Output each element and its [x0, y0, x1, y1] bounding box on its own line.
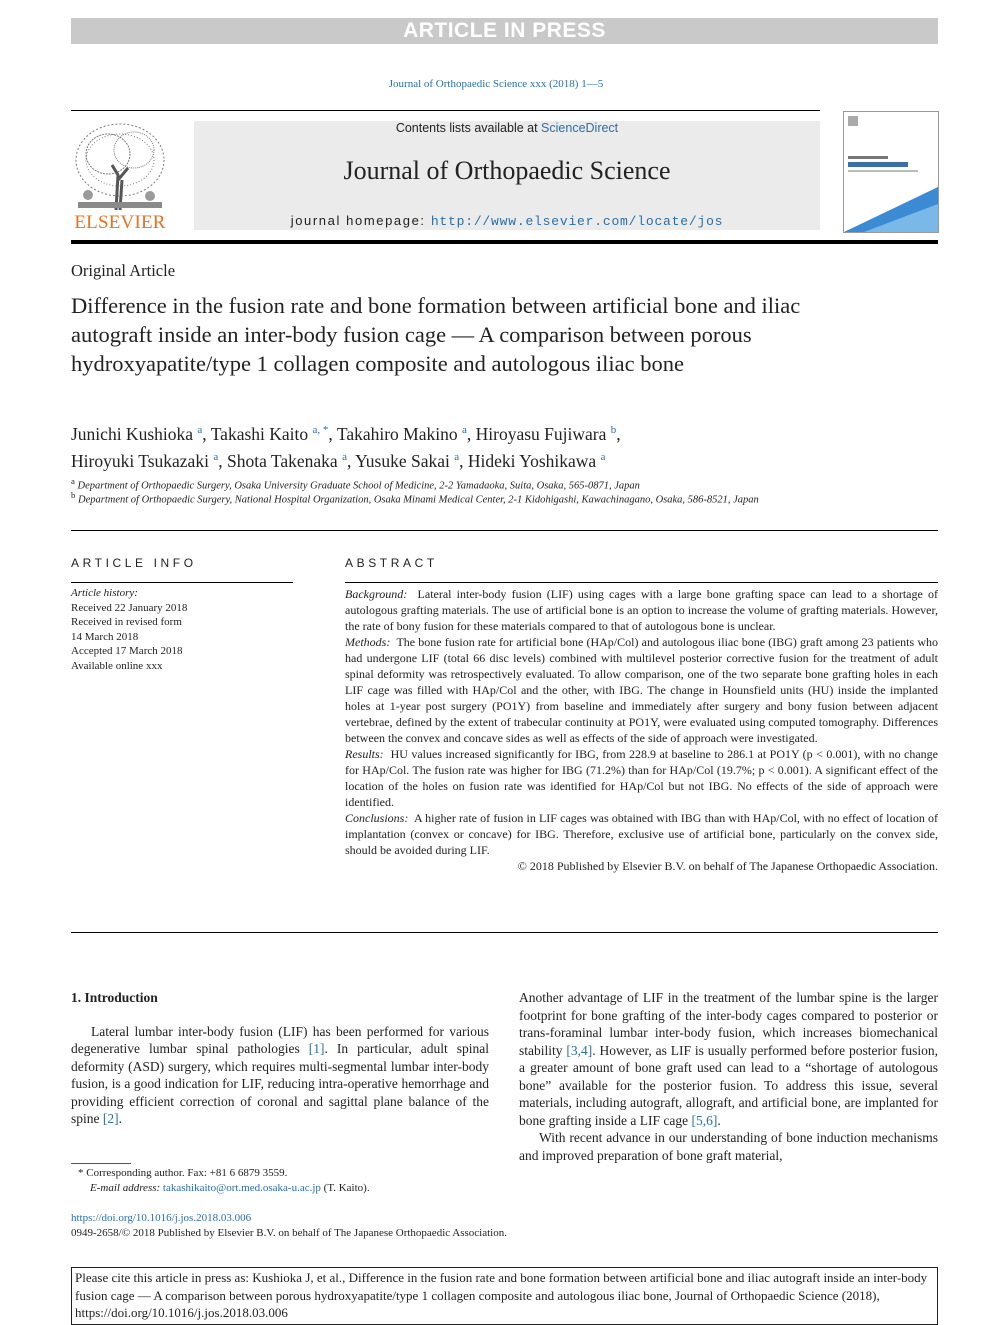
author[interactable]: Junichi Kushioka $^a$, — [71, 423, 211, 444]
intro-paragraph-2: Another advantage of LIF in the treatment of the lumbar spine is the larger footprint for bone grafting of the inter-body cages compared to posterior or trans-foraminal lumbar inter-body fusion, which increases biomechanical stability [3,4]. However, as LIF is usually performed before posterior fusion, a greater amount of bone graft used can lead to a “shortage of autologous bone” available for the posterior fusion. To address this issue, several materials, including autograft, allograft, and artificial bone, are implanted for bone grafting inside a LIF cage [5,6]. — [519, 990, 939, 1128]
corresponding-author-note: * Corresponding author. Fax: +81 6 6879 3559. — [78, 1167, 288, 1179]
article-info-rule — [71, 582, 293, 583]
author[interactable]: Yusuke Sakai $^a$, — [355, 450, 468, 471]
footnote — [78, 1166, 498, 1196]
journal-title: Journal of Orthopaedic Science — [343, 156, 671, 185]
affiliation-a: $^a$ Department of Orthopaedic Surgery, Osaka University Graduate School of Medicine, 2-2 Yamadaoka, Suita, Osaka, 565-0871, Japan — [71, 476, 640, 492]
section-heading-introduction: 1. Introduction — [71, 990, 158, 1005]
journal-cover-thumbnail[interactable] — [843, 111, 939, 233]
sciencedirect-link[interactable]: ScienceDirect — [541, 121, 619, 135]
elsevier-wordmark: ELSEVIER — [74, 212, 166, 233]
left-column — [71, 989, 489, 1128]
article-in-press-banner: ARTICLE IN PRESS — [71, 18, 938, 44]
journal-reference[interactable]: Journal of Orthopaedic Science xxx (2018) 1—5 — [388, 78, 604, 90]
article-type: Original Article — [71, 261, 176, 280]
author[interactable]: Shota Takenaka $^a$, — [226, 450, 356, 471]
article-title: Difference in the fusion rate and bone formation between artificial bone and iliac autograft inside an inter-body fusion cage — A comparison between porous hydroxyapatite/type 1 collagen composite and autologous iliac bone — [71, 293, 801, 376]
abstract-heading: ABSTRACT — [345, 556, 438, 570]
divider-rule — [71, 530, 938, 531]
abstract-end-rule — [71, 932, 938, 933]
contents-line — [194, 121, 820, 135]
homepage-prefix: journal homepage: — [290, 213, 431, 228]
author[interactable]: Hiroyuki Tsukazaki $^a$, — [71, 450, 227, 471]
author-list — [71, 419, 751, 473]
issn-line: 0949-2658/© 2018 Published by Elsevier B.V. on behalf of The Japanese Orthopaedic Association. — [71, 1227, 507, 1239]
citation-link[interactable]: [2] — [102, 1111, 119, 1126]
history-line: 14 March 2018 — [71, 630, 139, 643]
homepage-link[interactable]: http://www.elsevier.com/locate/jos — [430, 214, 724, 229]
footnote-rule — [71, 1163, 131, 1164]
history-label: Article history: — [71, 587, 138, 599]
citation-link[interactable]: [3,4] — [566, 1042, 593, 1058]
article-info-heading: ARTICLE INFO — [71, 556, 197, 570]
header-rule — [71, 110, 820, 111]
citation-link[interactable]: [5,6] — [691, 1112, 718, 1128]
intro-paragraph-1: Lateral lumbar inter-body fusion (LIF) has been performed for various degenerative lumbar spinal pathologies [1]. In particular, adult spinal deformity (ASD) surgery, which requires multi-segmental lumbar inter-body fusion, is a good indication for LIF, reducing intra-operative hemorrhage and providing efficient correction of coronal and sagittal plane balance of the spine [2]. — [71, 1023, 490, 1126]
homepage-line — [194, 213, 820, 229]
contents-prefix: Contents lists available at — [395, 121, 542, 135]
author[interactable]: Takashi Kaito $^{a, *}$, — [210, 423, 337, 444]
header-thick-rule — [71, 240, 938, 244]
intro-paragraph-3: With recent advance in our understanding of bone induction mechanisms and improved preparation of bone graft material, — [519, 1130, 938, 1163]
abstract-copyright: © 2018 Published by Elsevier B.V. on behalf of The Japanese Orthopaedic Association. — [517, 859, 938, 873]
history-line: Received in revised form — [71, 616, 182, 628]
author[interactable]: Hideki Yoshikawa $^a$ — [467, 450, 606, 471]
abstract-conclusions: Conclusions: A higher rate of fusion in LIF cages was obtained with IBG than with HAp/Col, with no effect of location of implantation (convex or concave) for IBG. Therefore, exclusive use of artificial bone, particularly on the convex side, should be avoided during LIF. — [345, 811, 938, 857]
abstract-results: Results: HU values increased significantly for IBG, from 228.9 at baseline to 286.1 at PO1Y (p < 0.001), with no change for HAp/Col. The fusion rate was higher for IBG (71.2%) than for HAp/Col (19.7%; p < 0.001). A significant effect of the location of the holes on fusion rate was identified for HAp/Col but not IBG. No effects of the side of approach were identified. — [345, 747, 939, 809]
article-history — [71, 586, 293, 673]
cover-art-icon — [844, 112, 938, 232]
abstract-background: Background: Lateral inter-body fusion (LIF) using cages with a large bone grafting space can lead to a shortage of autologous grafting materials. The use of artificial bone is an option to increase the volume of grafting materials. However, the rate of bony fusion for these materials compared to that of autologous bone is unclear. — [345, 587, 938, 633]
history-line: Available online xxx — [71, 659, 163, 672]
history-line: Received 22 January 2018 — [71, 601, 188, 614]
author[interactable]: Hiroyasu Fujiwara $^b$, — [475, 423, 621, 444]
doi-link[interactable]: https://doi.org/10.1016/j.jos.2018.03.006 — [71, 1212, 252, 1224]
abstract-body — [345, 586, 938, 874]
abstract-rule — [345, 582, 938, 583]
history-line: Accepted 17 March 2018 — [71, 645, 183, 657]
citation-link[interactable]: [1] — [308, 1041, 325, 1056]
please-cite-doi[interactable]: https://doi.org/10.1016/j.jos.2018.03.006 — [75, 1305, 288, 1320]
affiliation-b: $^b$ Department of Orthopaedic Surgery, National Hospital Organization, Osaka Minami Medical Center, 2-1 Kidohigashi, Kawachinagano, Osaka, 586-8521, Japan — [71, 490, 759, 506]
email-note: E-mail address: takashikaito@ort.med.osaka-u.ac.jp (T. Kaito). — [90, 1182, 370, 1194]
author[interactable]: Takahiro Makino $^a$, — [336, 423, 476, 444]
please-cite-box: Please cite this article in press as: Kushioka J, et al., Difference in the fusion rate and bone formation between artificial bone and iliac autograft inside an inter-body fusion cage — A comparison between porous hydroxyapatite/type 1 collagen composite and autologous iliac bone, Journal of Orthopaedic Science (2018), https://doi.org/10.1016/j.jos.2018.03.006 — [71, 1267, 938, 1325]
abstract-methods: Methods: The bone fusion rate for artificial bone (HAp/Col) and autologous iliac bone (IBG) graft among 23 patients who had undergone LIF (total 66 disc levels) combined with multilevel posterior corrective fusion for the treatment of adult spinal deformity was retrospectively evaluated. To allow comparison, one of the two separate bone grafting holes in each LIF cage was filled with HAp/Col and the other, with IBG. The change in Hounsfield units (HU) inside the implanted holes at 1-year post surgery (PO1Y) from baseline and immediately after surgery and bony fusion between adjacent vertebrae, defined by the extent of trabecular continuity at PO1Y, were evaluated using computed tomography. Differences between the convex and concave sides as well as effects of the side of approach were investigated. — [345, 635, 938, 745]
email-link[interactable]: takashikaito@ort.med.osaka-u.ac.jp — [162, 1182, 321, 1194]
right-column — [519, 989, 938, 1164]
